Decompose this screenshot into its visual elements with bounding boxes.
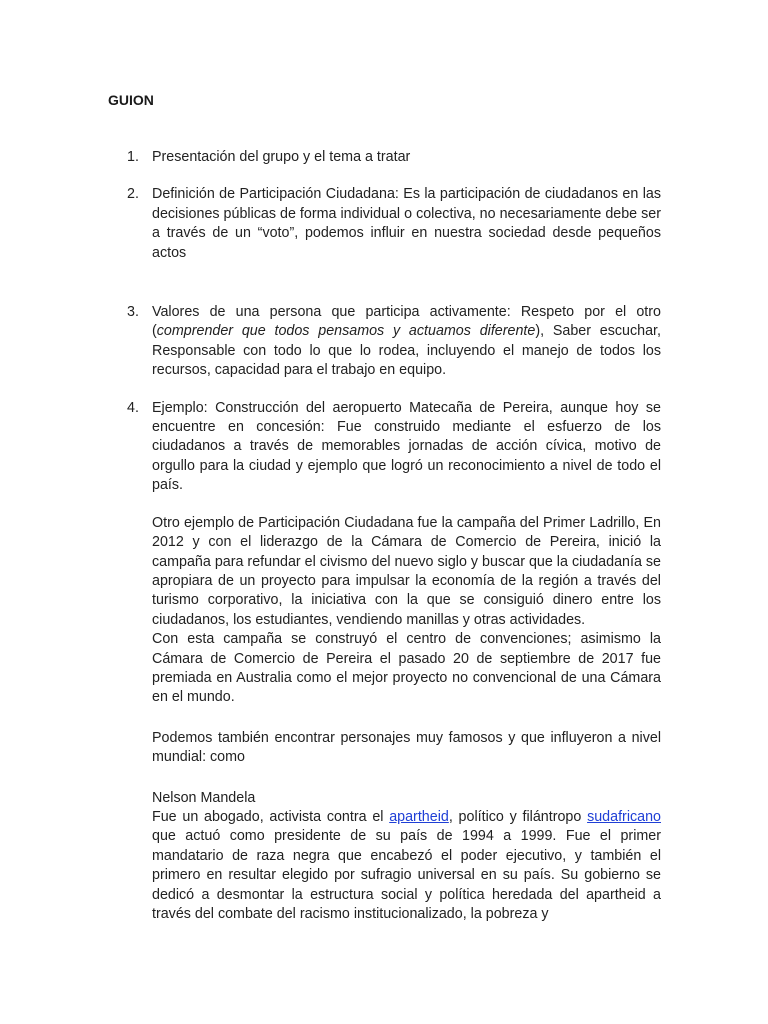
text-segment: Fue un abogado, activista contra el bbox=[152, 808, 390, 825]
sudafricano-link[interactable]: sudafricano bbox=[587, 808, 661, 825]
text-segment: ), Saber escuchar, Responsable con todo lo que lo rodea, incluyendo el manejo de todos los recursos, capacidad para el trabajo en equipo. bbox=[152, 323, 661, 379]
text-segment: , político y filántropo bbox=[448, 808, 588, 825]
list-number: 4. bbox=[127, 399, 139, 416]
example-primer-ladrillo-paragraph: Otro ejemplo de Participación Ciudadana fue la campaña del Primer Ladrillo, En 2012 y con el liderazgo de la Cámara de Comercio de Pereira, inició la campaña para refundar el civismo del nuevo siglo y buscar que la ciudadanía se apropiara de un proyecto para impulsar la economía de la región a través del turismo corporativo, la iniciativa con la que se consiguió dinero entre los ciudadanos, los estudiantes, vendiendo manillas y otras actividades. bbox=[152, 514, 661, 628]
list-item-text: Presentación del grupo y el tema a tratar bbox=[152, 149, 411, 165]
text-segment: que actuó como presidente de su país de 1994 a 1999. Fue el primer mandatario de raza negra que encabezó el poder ejecutivo, y también el primero en resultar elegido por sufragio universal en su país. Su gobierno se dedicó a desmontar la estructura social y política heredada del apartheid a través del combate del racismo institucionalizado, la pobreza y bbox=[152, 828, 661, 922]
list-item-3 bbox=[127, 303, 661, 381]
convention-center-paragraph: Con esta campaña se construyó el centro de convenciones; asimismo la Cámara de Comercio de Pereira el pasado 20 de septiembre de 2017 fue premiada en Australia como el mejor proyecto no convencional de una Cámara en el mundo. bbox=[152, 631, 661, 706]
list-number: 1. bbox=[127, 149, 139, 165]
list-item-4 bbox=[127, 399, 661, 925]
list-item-1 bbox=[127, 148, 661, 167]
list-item-text: Definición de Participación Ciudadana: Es la participación de ciudadanos en las decisiones públicas de forma individual o colectiva, no necesariamente debe ser a través de un “voto”, podemos influir en nuestra sociedad desde pequeños actos bbox=[152, 186, 661, 261]
example-airport-paragraph: Ejemplo: Construcción del aeropuerto Matecaña de Pereira, aunque hoy se encuentre en concesión: Fue construido mediante el esfuerzo de los ciudadanos a través de memorables jornadas de acción cívica, motivo de orgullo para la ciudad y ejemplo que logró un reconocimiento a nivel de todo el país. bbox=[152, 399, 661, 494]
list-number: 3. bbox=[127, 304, 139, 321]
text-segment: Valores de una persona que participa activamente: Respeto por el otro ( bbox=[152, 304, 661, 340]
list-item-2 bbox=[127, 185, 661, 263]
italic-text: comprender que todos pensamos y actuamos diferente bbox=[156, 323, 536, 340]
numbered-list bbox=[127, 148, 661, 924]
list-item-text bbox=[152, 303, 661, 381]
mandela-paragraph bbox=[152, 808, 661, 924]
apartheid-link[interactable]: apartheid bbox=[389, 808, 449, 825]
document-title: GUION bbox=[108, 92, 154, 108]
person-name-heading: Nelson Mandela bbox=[152, 789, 256, 806]
list-number: 2. bbox=[127, 186, 139, 203]
famous-people-paragraph: Podemos también encontrar personajes muy famosos y que influyeron a nivel mundial: como bbox=[152, 729, 661, 766]
